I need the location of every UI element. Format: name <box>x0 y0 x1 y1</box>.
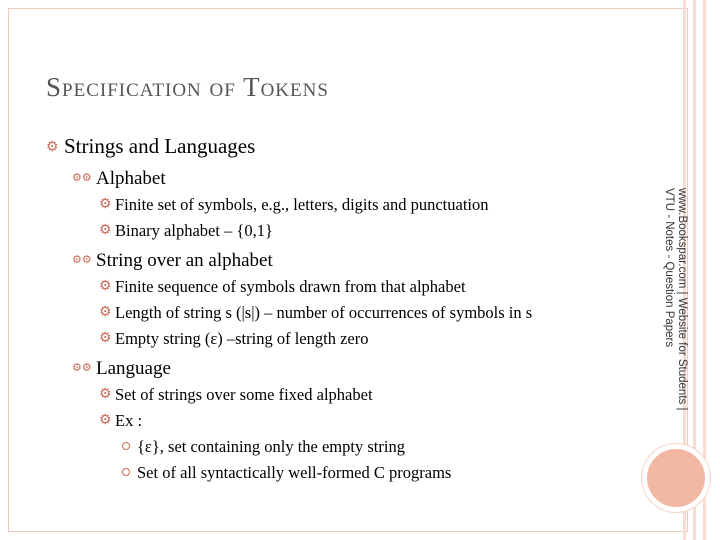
gear-icon: ⚙ <box>99 305 112 320</box>
bullet-alphabet: Alphabet <box>96 168 166 189</box>
side-note-line2: VTU - Notes - Question Papers <box>663 188 675 348</box>
gear-icon: ⚙ <box>99 279 112 294</box>
bullet-alphabet-def: Finite set of symbols, e.g., letters, digits and punctuation <box>115 195 489 214</box>
gear-icon: ⚙ <box>99 413 112 428</box>
ring-icon <box>122 442 130 450</box>
double-gear-icon: ⚙⚙ <box>72 172 92 184</box>
bullet-ex-empty: {ε}, set containing only the empty string <box>137 437 405 456</box>
bullet-string-def: Finite sequence of symbols drawn from that alphabet <box>115 277 466 296</box>
gear-icon: ⚙ <box>99 387 112 402</box>
bullet-language-def: Set of strings over some fixed alphabet <box>115 385 373 404</box>
bullet-ex: Ex : <box>115 411 143 430</box>
gear-icon: ⚙ <box>46 140 59 155</box>
bullet-string-over-alphabet: String over an alphabet <box>96 250 273 271</box>
double-gear-icon: ⚙⚙ <box>72 362 92 374</box>
gear-icon: ⚙ <box>99 197 112 212</box>
slide-title: SPECIFICATION OF TOKENS <box>46 72 329 102</box>
gear-icon: ⚙ <box>99 331 112 346</box>
bullet-length-of-string: Length of string s (|s|) – number of occurrences of symbols in s <box>115 303 533 322</box>
side-note <box>660 188 688 418</box>
side-note-line1: www.Bookspar.com | Website for Students | <box>676 188 688 411</box>
bullet-ex-c-programs: Set of all syntactically well-formed C programs <box>137 463 452 482</box>
decorative-circle <box>642 444 710 512</box>
bullet-empty-string: Empty string (ε) –string of length zero <box>115 329 369 348</box>
bullet-strings-languages: Strings and Languages <box>64 134 256 158</box>
bullet-language: Language <box>96 358 171 379</box>
gear-icon: ⚙ <box>99 223 112 238</box>
ring-icon <box>122 468 130 476</box>
double-gear-icon: ⚙⚙ <box>72 254 92 266</box>
bullet-binary-alphabet: Binary alphabet – {0,1} <box>115 221 273 240</box>
